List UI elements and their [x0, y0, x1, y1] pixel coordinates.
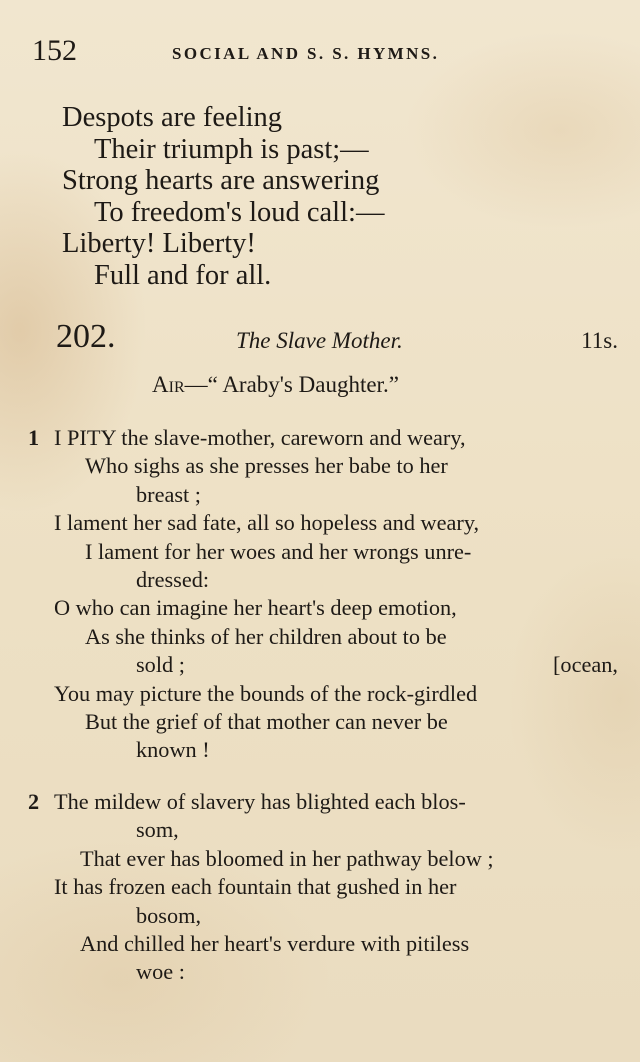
verse-line: I lament her sad fate, all so hopeless and weary,	[54, 510, 480, 536]
verse-line: woe :	[136, 959, 185, 985]
verse-line: dressed:	[136, 566, 210, 592]
verse-line: som,	[136, 817, 179, 843]
hymn-number: 202.	[56, 318, 116, 355]
verse-line: As she thinks of her children about to be	[85, 623, 447, 649]
air-label: Air	[152, 372, 185, 397]
verse-line: The mildew of slavery has blighted each blos-	[54, 789, 466, 814]
turnover-word: [ocean,	[553, 652, 618, 678]
verse-line: O who can imagine her heart's deep emotion,	[54, 595, 457, 621]
verse-1	[28, 424, 624, 765]
verse-line: You may picture the bounds of the rock-girdled	[54, 680, 478, 706]
hymn-title: The Slave Mother.	[236, 328, 403, 353]
verse-line: It has frozen each fountain that gushed in her	[54, 874, 457, 900]
air-name: —“ Araby's Daughter.”	[184, 372, 399, 397]
verse-line: That ever has bloomed in her pathway below ;	[80, 845, 494, 871]
hymn-header	[56, 318, 622, 358]
verse-line: But the grief of that mother can never be	[85, 708, 448, 734]
verse-line: I lament for her woes and her wrongs unre-	[85, 538, 472, 564]
continued-stanza	[62, 102, 384, 291]
verse-line-text: sold ;	[136, 652, 185, 678]
running-title: SOCIAL AND S. S. HYMNS.	[172, 44, 440, 63]
verse-line: bosom,	[136, 902, 202, 928]
verse-line: known !	[136, 737, 210, 763]
verse-number: 1	[28, 425, 40, 450]
verse-line: And chilled her heart's verdure with pitiless	[80, 930, 470, 956]
stanza-line: Full and for all.	[94, 259, 272, 291]
stanza-line: Strong hearts are answering	[62, 165, 380, 196]
verse-number: 2	[28, 789, 40, 814]
running-head	[32, 30, 502, 70]
stanza-line: Liberty! Liberty!	[62, 228, 256, 259]
stanza-line: To freedom's loud call:—	[94, 196, 385, 228]
stanza-line: Their triumph is past;—	[94, 133, 369, 165]
hymn-air	[152, 372, 399, 398]
verse-2	[28, 788, 624, 987]
hymn-meter: 11s.	[581, 328, 618, 353]
stanza-line: Despots are feeling	[62, 102, 282, 133]
verse-line-with-turnover	[28, 651, 624, 679]
verse-line: Who sighs as she presses her babe to her	[85, 453, 448, 479]
verse-line: breast ;	[136, 481, 202, 507]
page-number: 152	[32, 34, 77, 67]
verse-line: I PITY the slave-mother, careworn and weary,	[54, 425, 466, 450]
